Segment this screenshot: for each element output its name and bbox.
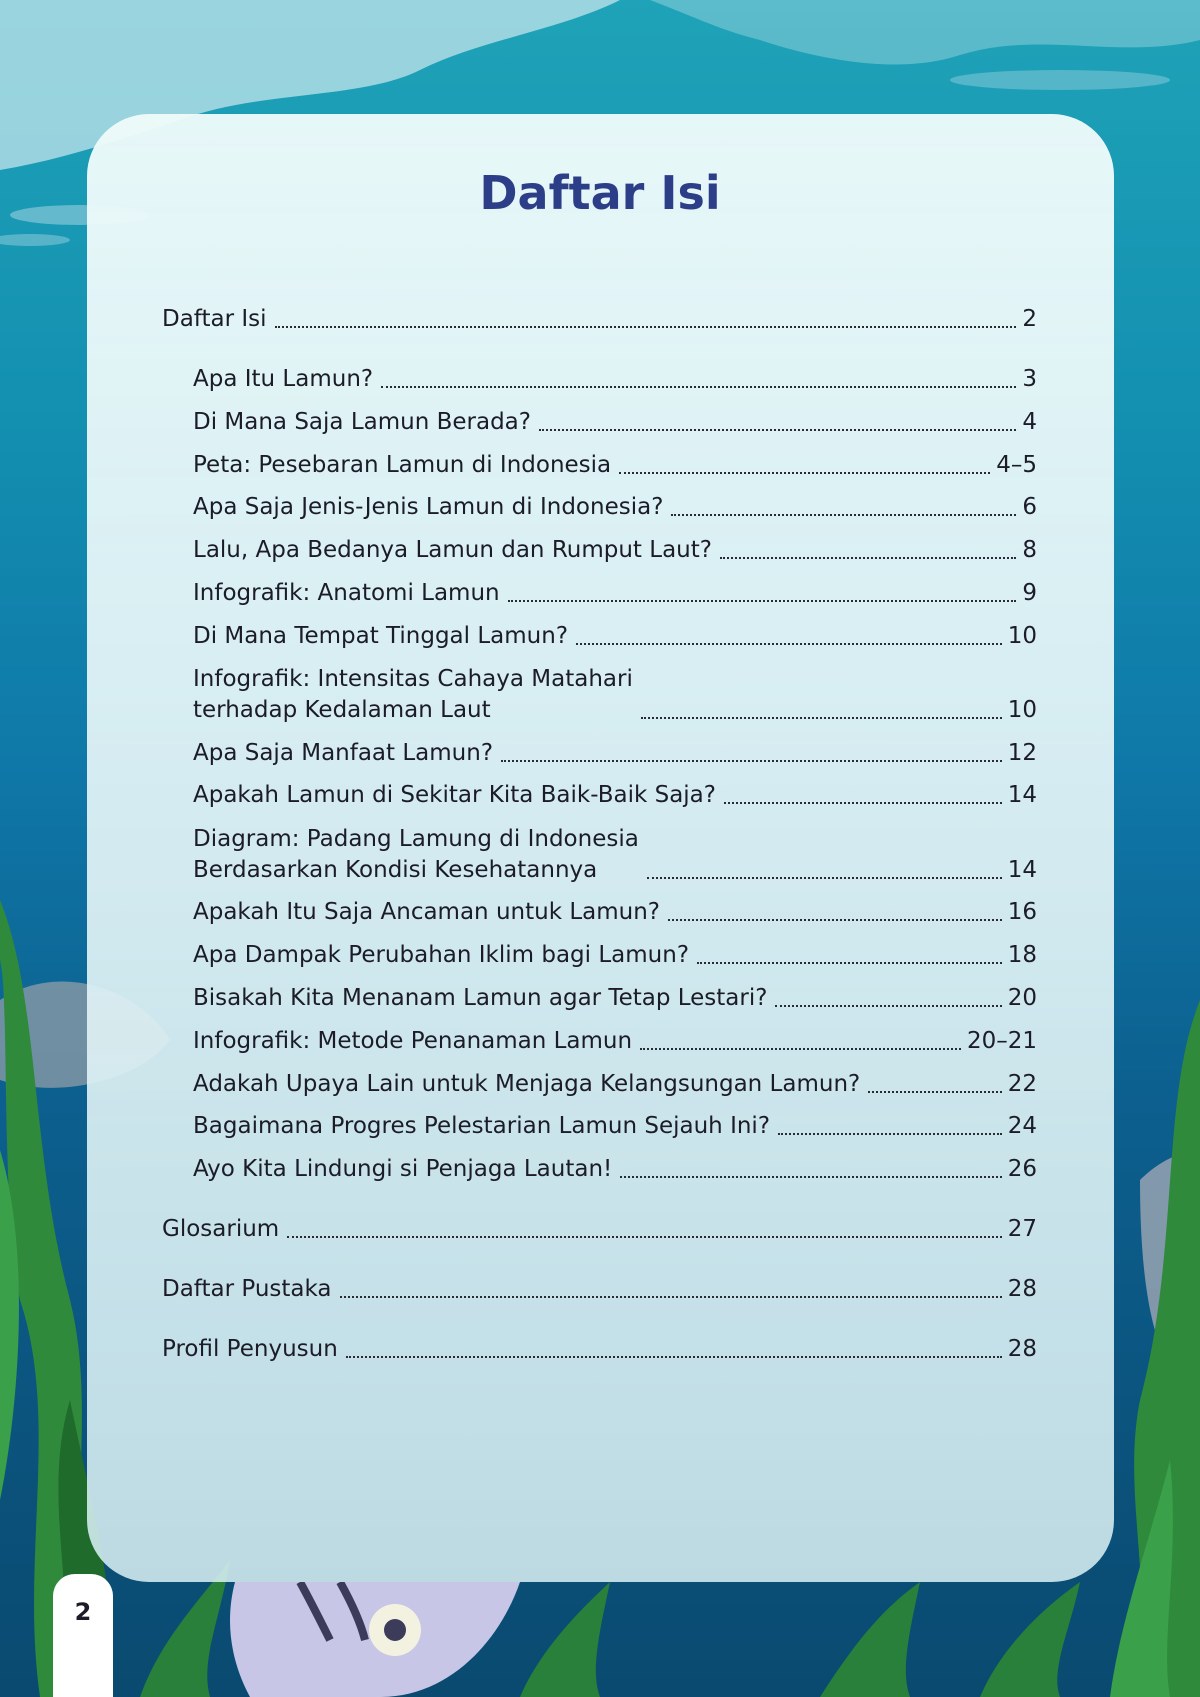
toc-entry-page: 27 [1007, 1216, 1037, 1242]
toc-entry[interactable] [193, 1111, 1037, 1142]
toc-entry-page: 4–5 [996, 452, 1037, 478]
toc-entry[interactable] [193, 621, 1037, 652]
page-title: Daftar Isi [479, 166, 721, 220]
dot-leader [275, 326, 1017, 328]
toc-entry-title: Peta: Pesebaran Lamun di Indonesia [193, 452, 612, 478]
toc-entry[interactable] [193, 364, 1037, 395]
toc-entry-title: Apakah Lamun di Sekitar Kita Baik-Baik Saja? [193, 782, 716, 808]
toc-entry-title: Di Mana Tempat Tinggal Lamun? [193, 623, 569, 649]
toc-entry-page: 8 [1022, 537, 1037, 563]
toc-entry-page: 18 [1007, 942, 1037, 968]
toc-entry-label [193, 940, 689, 971]
toc-entry-title: Apa Saja Jenis-Jenis Lamun di Indonesia? [193, 494, 664, 520]
dot-leader [697, 962, 1002, 964]
toc-entry-title: Profil Penyusun [162, 1336, 338, 1362]
toc-entry[interactable] [193, 535, 1037, 566]
toc-entry[interactable] [193, 738, 1037, 769]
toc-entry-label [193, 897, 660, 928]
toc-entry-label [193, 1026, 632, 1057]
toc-entry[interactable] [162, 1274, 1037, 1305]
toc-entry-page: 10 [1007, 623, 1037, 649]
dot-leader [340, 1296, 1002, 1298]
toc-entry-title: Apakah Itu Saja Ancaman untuk Lamun? [193, 899, 660, 925]
toc-entry-page: 22 [1007, 1071, 1037, 1097]
dot-leader [641, 717, 1002, 719]
toc-entry[interactable] [193, 983, 1037, 1014]
toc-entry-label [162, 304, 267, 335]
toc-entry-label [193, 621, 568, 652]
dot-leader [501, 760, 1002, 762]
toc-entry-label [193, 1069, 860, 1100]
toc-entry-page: 9 [1022, 580, 1037, 606]
toc-entry-title: Adakah Upaya Lain untuk Menjaga Kelangsungan Lamun? [193, 1071, 861, 1097]
toc-entry-page: 24 [1007, 1113, 1037, 1139]
toc-entry[interactable] [193, 897, 1037, 928]
toc-entry[interactable] [193, 578, 1037, 609]
toc-entry-label [193, 364, 373, 395]
toc-entry-page: 20 [1007, 985, 1037, 1011]
toc-entry[interactable] [162, 304, 1037, 335]
dot-leader [620, 1176, 1001, 1178]
dot-leader [647, 877, 1002, 879]
toc-entry[interactable] [193, 1069, 1037, 1100]
toc-entry-page: 4 [1022, 409, 1037, 435]
toc-entry-title: Daftar Pustaka [162, 1276, 332, 1302]
toc-entry-title: Infografik: Intensitas Cahaya Matahari [193, 666, 633, 692]
page-number-tab [53, 1574, 113, 1697]
toc-entry-title: Diagram: Padang Lamung di Indonesia [193, 826, 639, 852]
toc-entry[interactable] [193, 492, 1037, 523]
toc-entry-page: 20–21 [966, 1028, 1037, 1054]
toc-entry[interactable] [193, 940, 1037, 971]
toc-entry-page: 16 [1007, 899, 1037, 925]
toc-entry[interactable] [193, 824, 1037, 886]
dot-leader [671, 514, 1016, 516]
toc-entry-page: 12 [1007, 740, 1037, 766]
dot-leader [724, 802, 1002, 804]
dot-leader [868, 1091, 1001, 1093]
toc-entry-title: Lalu, Apa Bedanya Lamun dan Rumput Laut? [193, 537, 712, 563]
toc-entry-label [193, 824, 639, 886]
toc-entry-label [162, 1214, 279, 1245]
dot-leader [619, 472, 990, 474]
toc-entry-title-line2: Berdasarkan Kondisi Kesehatannya [193, 857, 598, 883]
dot-leader [775, 1005, 1001, 1007]
toc-entry-title: Apa Dampak Perubahan Iklim bagi Lamun? [193, 942, 690, 968]
toc-entry-title: Bagaimana Progres Pelestarian Lamun Sejauh Ini? [193, 1113, 771, 1139]
dot-leader [508, 600, 1017, 602]
dot-leader [287, 1236, 1002, 1238]
dot-leader [576, 643, 1002, 645]
toc-entry[interactable] [193, 780, 1037, 811]
toc-entry-page: 26 [1007, 1156, 1037, 1182]
dot-leader [778, 1133, 1002, 1135]
toc-entry[interactable] [193, 1154, 1037, 1185]
toc-entry-title: Daftar Isi [162, 306, 267, 332]
toc-entry-title: Infografik: Metode Penanaman Lamun [193, 1028, 633, 1054]
toc-entry[interactable] [162, 1214, 1037, 1245]
toc-entry-title: Glosarium [162, 1216, 280, 1242]
toc-entry-title-line2: terhadap Kedalaman Laut [193, 697, 491, 723]
dot-leader [346, 1356, 1002, 1358]
toc-entry-page: 14 [1007, 857, 1037, 883]
toc-entry[interactable] [193, 407, 1037, 438]
toc-entry-page: 3 [1022, 366, 1037, 392]
toc-entry-label [193, 1154, 612, 1185]
toc-entry-label [193, 535, 712, 566]
toc-entry-title: Infografik: Anatomi Lamun [193, 580, 500, 606]
toc-entry-page: 28 [1007, 1276, 1037, 1302]
dot-leader [640, 1048, 961, 1050]
toc-entry-title: Apa Itu Lamun? [193, 366, 374, 392]
dot-leader [720, 557, 1016, 559]
dot-leader [668, 919, 1002, 921]
toc-entry-label [193, 578, 500, 609]
toc-entry-label [193, 492, 663, 523]
toc-entry-page: 10 [1007, 697, 1037, 723]
toc-entry[interactable] [193, 664, 1037, 726]
toc-entry-label [162, 1274, 332, 1305]
toc-entry[interactable] [193, 450, 1037, 481]
page-number: 2 [74, 1598, 92, 1626]
toc-entry-title: Di Mana Saja Lamun Berada? [193, 409, 531, 435]
toc-entry-title: Apa Saja Manfaat Lamun? [193, 740, 494, 766]
toc-entry-label [162, 1334, 338, 1365]
toc-entry-label [193, 664, 633, 726]
toc-entry-title: Bisakah Kita Menanam Lamun agar Tetap Lestari? [193, 985, 768, 1011]
toc-entry[interactable] [162, 1334, 1037, 1365]
toc-entry-label [193, 407, 531, 438]
toc-entry-page: 28 [1007, 1336, 1037, 1362]
toc-entry-label [193, 1111, 770, 1142]
toc-entry[interactable] [193, 1026, 1037, 1057]
toc-entry-page: 2 [1022, 306, 1037, 332]
toc-entry-page: 14 [1007, 782, 1037, 808]
toc-entry-label [193, 738, 493, 769]
dot-leader [381, 386, 1016, 388]
toc-entry-title: Ayo Kita Lindungi si Penjaga Lautan! [193, 1156, 613, 1182]
toc-entry-label [193, 450, 611, 481]
dot-leader [539, 429, 1016, 431]
toc-entry-page: 6 [1022, 494, 1037, 520]
toc-entry-label [193, 780, 716, 811]
toc-entry-label [193, 983, 767, 1014]
